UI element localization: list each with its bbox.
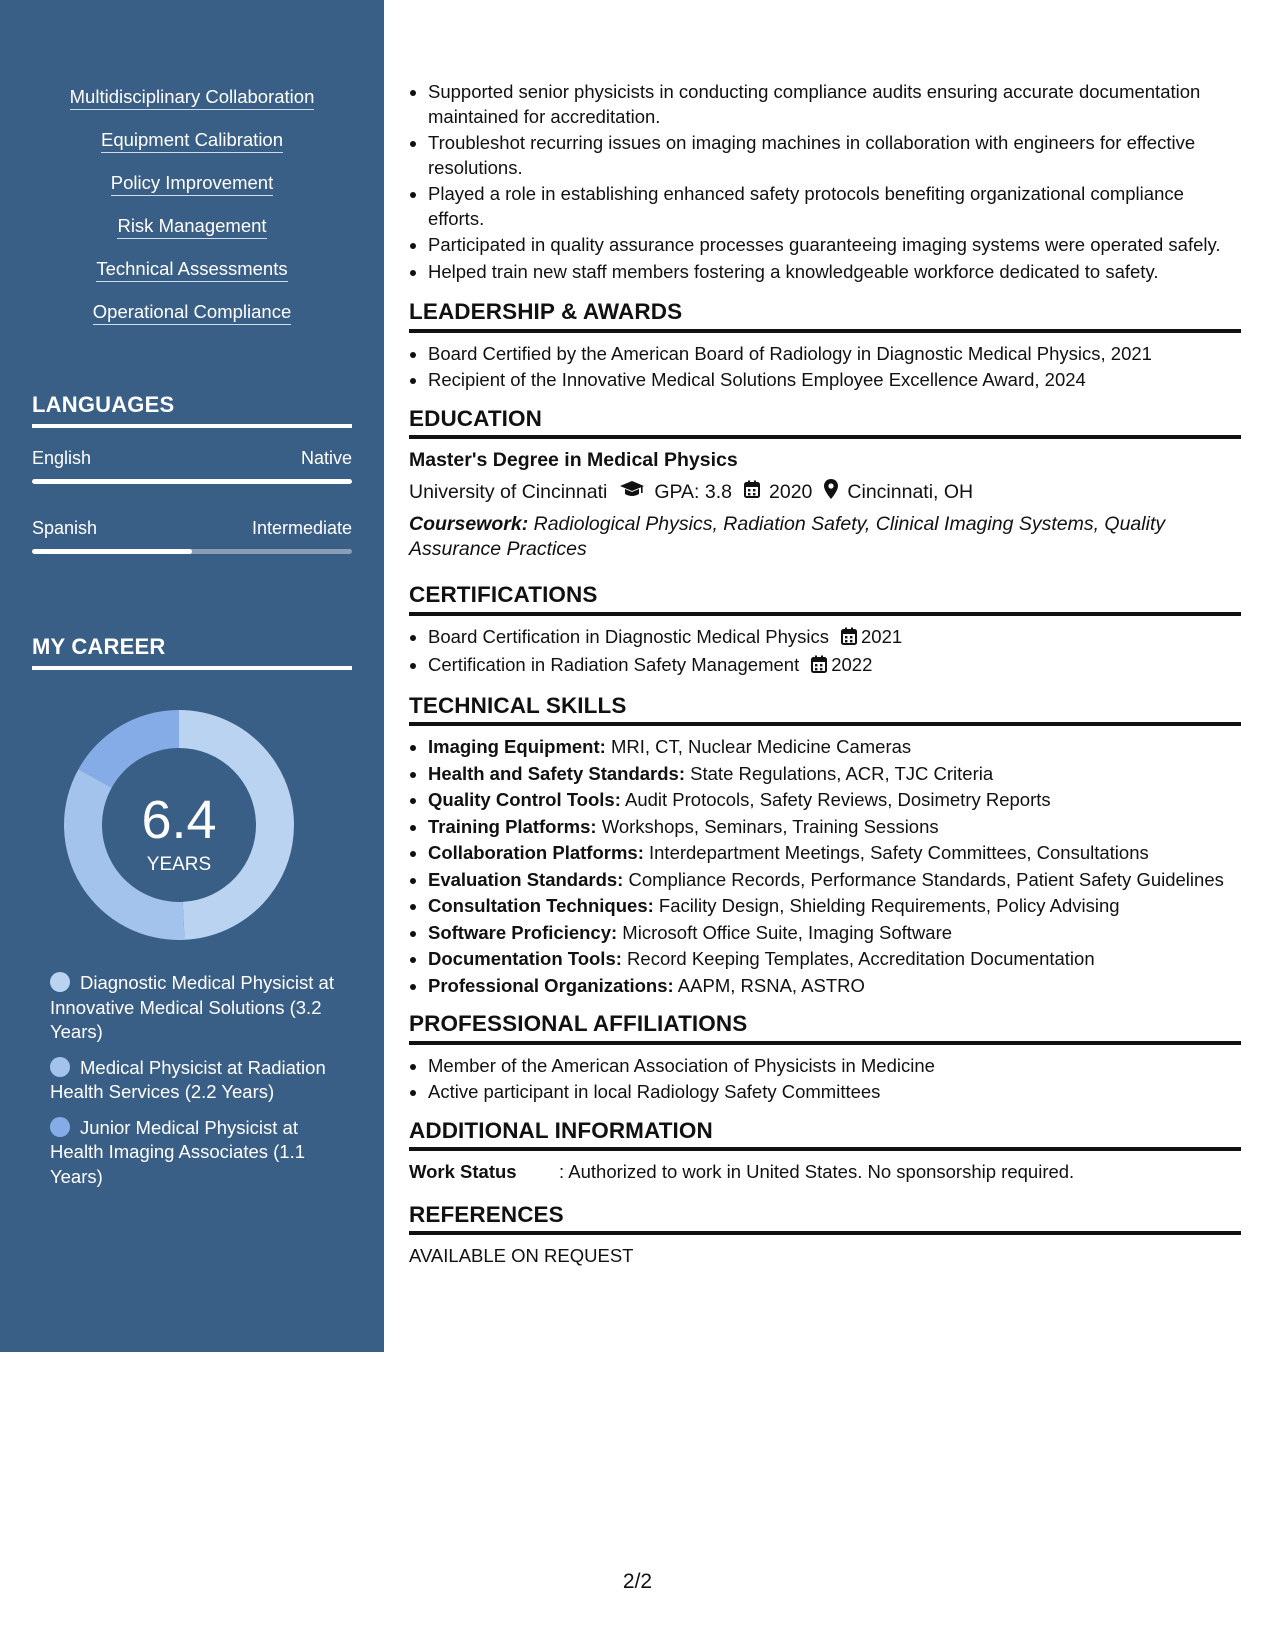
career-donut-chart: [64, 710, 294, 940]
list-item: [428, 921, 1241, 946]
language-level: Intermediate: [251, 518, 352, 538]
languages-section: [32, 392, 352, 554]
certification-name: Certification in Radiation Safety Management: [428, 654, 800, 675]
skill-value: Facility Design, Shielding Requirements, Policy Advising: [653, 895, 1120, 916]
skill-tag: Multidisciplinary Collaboration: [70, 86, 315, 110]
coursework-label: Coursework:: [409, 513, 529, 535]
language-row: [32, 518, 352, 539]
list-item: [428, 653, 1241, 680]
language-level: Native: [300, 448, 352, 468]
work-status: [409, 1160, 1241, 1185]
list-item: [428, 815, 1241, 840]
skill-label: Collaboration Platforms:: [428, 842, 644, 863]
education-meta: [409, 479, 1241, 506]
skills-list: [0, 86, 384, 344]
technical-skills-list: [409, 735, 1241, 998]
legend-dot-icon: [50, 1117, 70, 1137]
skill-label: Training Platforms:: [428, 815, 597, 837]
affiliations-list: [409, 1054, 1241, 1105]
language-bar-fill: [32, 479, 352, 484]
skill-label: Consultation Techniques:: [428, 895, 654, 916]
skill-label: Software Proficiency:: [428, 921, 618, 943]
career-item: [50, 971, 340, 1045]
skill-label: Quality Control Tools:: [428, 789, 621, 810]
graduation-cap-icon: [619, 480, 645, 505]
career-item-text: Medical Physicist at Radiation Health Services (2.2 Years): [50, 1056, 326, 1102]
skill-value: Record Keeping Templates, Accreditation Documentation: [621, 948, 1095, 969]
career-unit: YEARS: [146, 854, 212, 875]
location-pin-icon: [824, 479, 838, 506]
skill-value: State Regulations, ACR, TJC Criteria: [685, 762, 994, 784]
career-title: MY CAREER: [32, 634, 352, 670]
certification-name: Board Certification in Diagnostic Medical Physics: [428, 625, 830, 647]
section-heading-additional-info: ADDITIONAL INFORMATION: [409, 1119, 1241, 1152]
career-item: [50, 1056, 340, 1105]
section-heading-technical-skills: TECHNICAL SKILLS: [409, 694, 1241, 727]
language-bar: [32, 479, 352, 484]
coursework: [409, 512, 1241, 561]
list-item: [428, 735, 1241, 760]
school-location: Cincinnati, OH: [847, 480, 974, 503]
certification-year: 2021: [861, 625, 903, 647]
list-item: • Participated in quality assurance processes guaranteeing imaging systems were operated safely.: [428, 233, 1241, 258]
list-item: • Troubleshot recurring issues on imaging machines in collaboration with engineers for effective resolutions.: [428, 131, 1241, 180]
certification-year: 2022: [831, 654, 873, 675]
career-item-text: Diagnostic Medical Physicist at Innovative Medical Solutions (3.2 Years): [50, 972, 334, 1042]
section-heading-leadership: LEADERSHIP & AWARDS: [409, 300, 1241, 333]
career-list: [50, 971, 340, 1200]
language-bar: [32, 549, 352, 554]
list-item: [428, 974, 1241, 999]
language-name: English: [32, 448, 92, 468]
skill-value: AAPM, RSNA, ASTRO: [673, 974, 865, 996]
skill-value: Workshops, Seminars, Training Sessions: [596, 815, 939, 837]
language-name: Spanish: [32, 518, 98, 538]
skill-tag: Risk Management: [117, 215, 266, 239]
career-item-text: Junior Medical Physicist at Health Imaging Associates (1.1 Years): [50, 1116, 306, 1187]
list-item: [428, 841, 1241, 866]
legend-dot-icon: [50, 1057, 70, 1077]
section-heading-affiliations: PROFESSIONAL AFFILIATIONS: [409, 1012, 1241, 1045]
gpa: GPA: 3.8: [654, 480, 733, 503]
career-total: 6.4: [141, 790, 217, 850]
calendar-icon: [811, 655, 827, 680]
skill-label: Professional Organizations:: [428, 974, 674, 996]
page-number: 2/2: [622, 1570, 653, 1593]
work-status-label: Work Status: [409, 1161, 517, 1182]
section-heading-education: EDUCATION: [409, 407, 1241, 440]
references-text: AVAILABLE ON REQUEST: [409, 1245, 634, 1266]
calendar-icon: [744, 480, 760, 505]
languages-title: LANGUAGES: [32, 392, 352, 428]
career-section: [32, 634, 352, 670]
work-status-value: : Authorized to work in United States. No sponsorship required.: [559, 1161, 1075, 1182]
graduation-year: 2020: [769, 480, 813, 503]
list-item: [428, 788, 1241, 813]
legend-dot-icon: [50, 972, 70, 992]
language-row: [32, 448, 352, 469]
donut-segment: [78, 710, 179, 788]
skill-value: Compliance Records, Performance Standards, Patient Safety Guidelines: [623, 868, 1224, 890]
certifications-list: [409, 625, 1241, 680]
list-item: • Recipient of the Innovative Medical Solutions Employee Excellence Award, 2024: [428, 368, 1241, 393]
degree-title: Master's Degree in Medical Physics: [409, 449, 738, 471]
skill-tag: Technical Assessments: [96, 258, 287, 282]
skill-value: Microsoft Office Suite, Imaging Software: [617, 921, 953, 943]
list-item: [428, 625, 1241, 652]
list-item: • Member of the American Association of Physicists in Medicine: [428, 1054, 1241, 1079]
sidebar: [0, 0, 384, 1352]
list-item: • Supported senior physicists in conducting compliance audits ensuring accurate documentation maintained for accreditation.: [428, 80, 1241, 129]
leadership-list: [409, 342, 1241, 393]
skill-label: Documentation Tools:: [428, 948, 622, 969]
list-item: • Helped train new staff members fostering a knowledgeable workforce dedicated to safety.: [428, 260, 1241, 285]
section-heading-certifications: CERTIFICATIONS: [409, 583, 1241, 616]
skill-tag: Policy Improvement: [111, 172, 273, 196]
skill-tag: Equipment Calibration: [101, 129, 283, 153]
list-item: [428, 894, 1241, 919]
skill-label: Imaging Equipment:: [428, 736, 606, 757]
list-item: [428, 762, 1241, 787]
skill-tag: Operational Compliance: [93, 301, 291, 325]
career-item: [50, 1116, 340, 1190]
skill-value: MRI, CT, Nuclear Medicine Cameras: [605, 736, 912, 757]
list-item: • Active participant in local Radiology Safety Committees: [428, 1080, 1241, 1105]
skill-label: Health and Safety Standards:: [428, 762, 686, 784]
skill-value: Audit Protocols, Safety Reviews, Dosimetry Reports: [620, 789, 1051, 810]
main-content: [409, 80, 1241, 1269]
calendar-icon: [841, 627, 857, 652]
list-item: • Played a role in establishing enhanced safety protocols benefiting organizational compliance efforts.: [428, 182, 1241, 231]
list-item: [428, 868, 1241, 893]
skill-value: Interdepartment Meetings, Safety Committees, Consultations: [643, 842, 1149, 863]
experience-bullets: [409, 80, 1241, 284]
language-bar-fill: [32, 549, 192, 554]
skill-label: Evaluation Standards:: [428, 868, 624, 890]
section-heading-references: REFERENCES: [409, 1203, 1241, 1236]
school-name: University of Cincinnati: [409, 480, 608, 503]
list-item: • Board Certified by the American Board of Radiology in Diagnostic Medical Physics, 2021: [428, 342, 1241, 367]
list-item: [428, 947, 1241, 972]
coursework-text: Radiological Physics, Radiation Safety, Clinical Imaging Systems, Quality Assurance Practices: [409, 513, 1166, 560]
